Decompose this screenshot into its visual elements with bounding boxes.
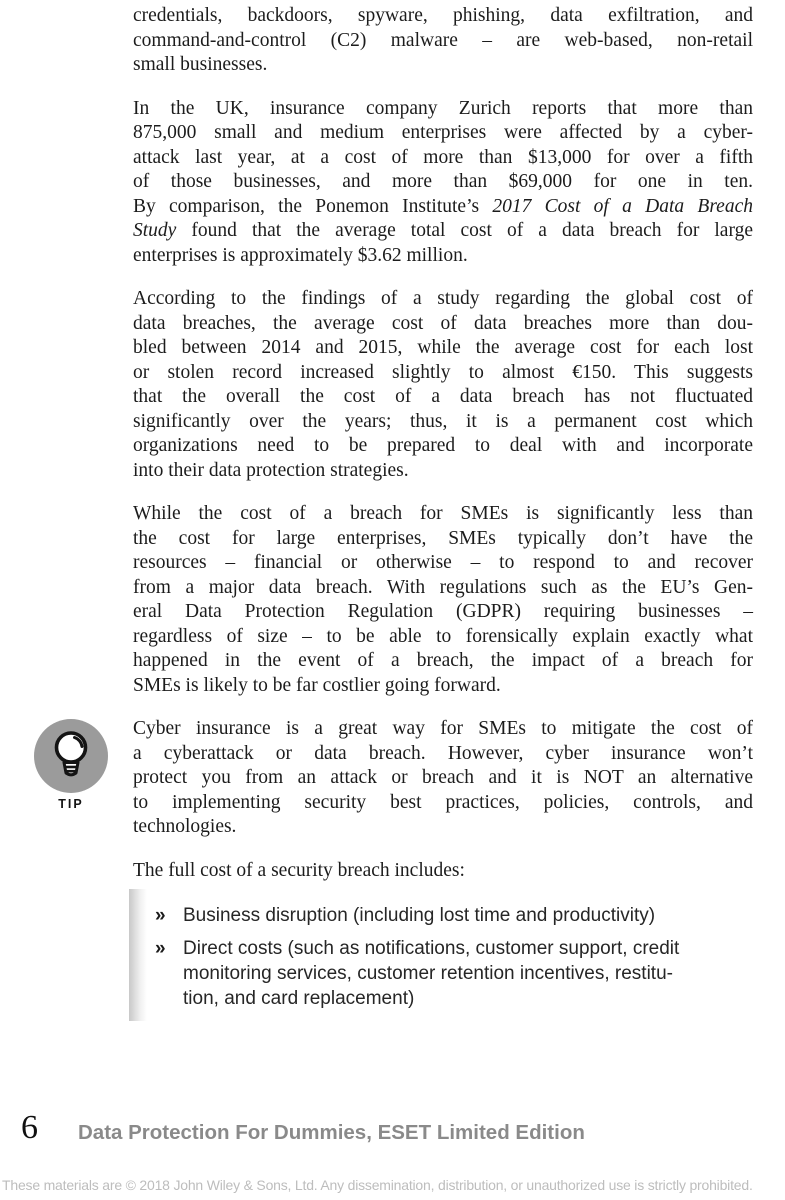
running-footer-title: Data Protection For Dummies, ESET Limited Edition bbox=[78, 1121, 585, 1144]
bullet-marker-icon: » bbox=[155, 905, 166, 926]
text-line: data breaches, the average cost of data breaches more than dou- bbox=[133, 312, 753, 334]
text-line: According to the findings of a study regarding the global cost of bbox=[133, 288, 753, 309]
text-line: regardless of size – to be able to forensically explain exactly what bbox=[133, 625, 753, 647]
list-item-text: Direct costs (such as notifications, customer support, credit monitoring services, customer retention incentives, restitu- tion, and card replacement) bbox=[183, 938, 680, 1009]
page-number: 6 bbox=[21, 1109, 38, 1146]
tip-paragraph bbox=[133, 717, 753, 840]
list-item-text: Business disruption (including lost time and productivity) bbox=[183, 905, 656, 926]
paragraph bbox=[133, 502, 753, 698]
bullet-marker-icon: » bbox=[155, 938, 166, 959]
text-line: that the overall the cost of a data breach has not fluctuated bbox=[133, 386, 753, 407]
text-line: of those businesses, and more than $69,000 for one in ten. bbox=[133, 171, 753, 192]
text-line: The full cost of a security breach includes: bbox=[133, 859, 465, 881]
text-line: enterprises is approximately $3.62 million. bbox=[133, 244, 468, 266]
text-line: a cyberattack or data breach. However, cyber insurance won’t bbox=[133, 742, 753, 764]
list-item bbox=[133, 903, 753, 928]
text-line: command-and-control (C2) malware – are web-based, non-retail bbox=[133, 29, 753, 51]
text-line: eral Data Protection Regulation (GDPR) requiring businesses – bbox=[133, 601, 753, 622]
tip-lightbulb-icon bbox=[32, 718, 110, 794]
text-line: By comparison, the Ponemon Institute’s 2017 Cost of a Data Breach bbox=[133, 195, 753, 217]
text-line: significantly over the years; thus, it is a permanent cost which bbox=[133, 410, 753, 432]
text-line: In the UK, insurance company Zurich reports that more than bbox=[133, 97, 753, 119]
text-line: resources – financial or otherwise – to respond to and recover bbox=[133, 552, 753, 573]
text-line: the cost for large enterprises, SMEs typically don’t have the bbox=[133, 527, 753, 549]
paragraph bbox=[133, 287, 753, 483]
tip-marker bbox=[32, 718, 110, 811]
paragraph bbox=[133, 97, 753, 269]
article-paragraphs bbox=[133, 4, 753, 883]
text-line: bled between 2014 and 2015, while the average cost for each lost bbox=[133, 337, 753, 358]
text-line: to implementing security best practices, policies, controls, and bbox=[133, 791, 753, 813]
text-line: credentials, backdoors, spyware, phishing, data exfiltration, and bbox=[133, 5, 753, 26]
text-line: While the cost of a breach for SMEs is significantly less than bbox=[133, 503, 753, 524]
text-line: happened in the event of a breach, the impact of a breach for bbox=[133, 650, 753, 671]
text-line: SMEs is likely to be far costlier going forward. bbox=[133, 674, 501, 696]
text-line: Study found that the average total cost of a data breach for large bbox=[133, 220, 753, 241]
text-line: or stolen record increased slightly to almost €150. This suggests bbox=[133, 361, 753, 383]
bullet-list-items bbox=[133, 903, 753, 1011]
tip-label: TIP bbox=[58, 797, 84, 811]
list-item bbox=[133, 936, 753, 1011]
paragraph bbox=[133, 4, 753, 78]
text-line: from a major data breach. With regulations such as the EU’s Gen- bbox=[133, 576, 753, 598]
text-line: technologies. bbox=[133, 816, 237, 837]
text-line: small businesses. bbox=[133, 54, 268, 75]
list-intro-paragraph bbox=[133, 859, 753, 884]
copyright-notice: These materials are © 2018 John Wiley & Sons, Ltd. Any dissemination, distribution, or unauthorized use is strictly prohibited. bbox=[2, 1177, 753, 1193]
text-line: attack last year, at a cost of more than $13,000 for over a fifth bbox=[133, 146, 753, 168]
article-body bbox=[133, 4, 753, 1021]
text-line: organizations need to be prepared to deal with and incorporate bbox=[133, 435, 753, 456]
text-line: Cyber insurance is a great way for SMEs to mitigate the cost of bbox=[133, 718, 753, 739]
text-line: into their data protection strategies. bbox=[133, 459, 409, 481]
text-line: 875,000 small and medium enterprises were affected by a cyber- bbox=[133, 122, 753, 143]
text-line: protect you from an attack or breach and it is NOT an alternative bbox=[133, 767, 753, 788]
bullet-list bbox=[133, 889, 753, 1021]
